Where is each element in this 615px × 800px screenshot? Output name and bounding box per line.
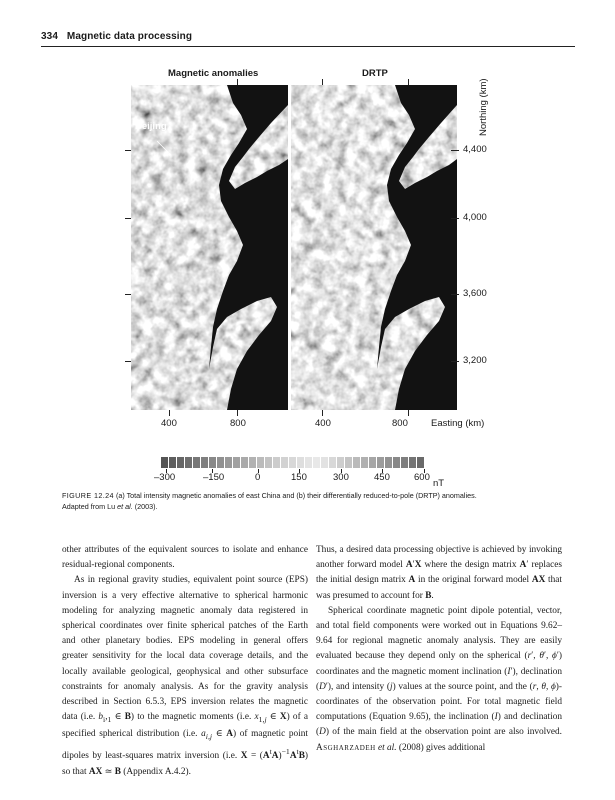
colorbar-tick-label: –300 bbox=[154, 472, 176, 483]
colorbar-cell bbox=[233, 457, 241, 468]
figure-caption bbox=[62, 490, 562, 512]
beijing-label: Beijing bbox=[135, 121, 167, 132]
colorbar-cell bbox=[385, 457, 393, 468]
colorbar-cell bbox=[217, 457, 225, 468]
colorbar-tick-label: –150 bbox=[203, 472, 225, 483]
colorbar-tick-label: 300 bbox=[333, 472, 349, 483]
colorbar-cell bbox=[321, 457, 329, 468]
colorbar-cell bbox=[257, 457, 265, 468]
colorbar-cell bbox=[161, 457, 169, 468]
colorbar-cell bbox=[265, 457, 273, 468]
easting-tick bbox=[237, 410, 238, 416]
colorbar-cell bbox=[177, 457, 185, 468]
left-map-title: Magnetic anomalies bbox=[168, 68, 259, 79]
caption-source-etal: et al. bbox=[117, 502, 133, 511]
caption-source-post: (2003). bbox=[132, 502, 158, 511]
running-title: Magnetic data processing bbox=[66, 31, 193, 42]
colorbar-cell bbox=[249, 457, 257, 468]
easting-tick-label: 400 bbox=[315, 418, 331, 429]
colorbar-tick-label: 450 bbox=[374, 472, 390, 483]
northing-tick-label: 4,000 bbox=[463, 212, 487, 223]
colorbar-cell bbox=[297, 457, 305, 468]
colorbar-cell bbox=[377, 457, 385, 468]
easting-tick bbox=[408, 410, 409, 416]
colorbar-cell bbox=[193, 457, 201, 468]
paragraph: Thus, a desired data processing objective is achieved by invoking another forward model A′X where the design matrix A′ replaces the initial design matrix A in the original forward model AX that was presumed to account for B. bbox=[316, 545, 562, 601]
paragraph: other attributes of the equivalent sources to isolate and enhance residual-regional components. bbox=[62, 545, 308, 571]
northing-tick-label: 3,200 bbox=[463, 355, 487, 366]
easting-tick-label: 800 bbox=[392, 418, 408, 429]
magnetic-anomaly-map bbox=[131, 85, 288, 410]
northing-tick bbox=[451, 294, 459, 295]
colorbar-cell bbox=[281, 457, 289, 468]
colorbar-cell bbox=[305, 457, 313, 468]
northing-tick-label: 3,600 bbox=[463, 288, 487, 299]
body-column-right bbox=[316, 543, 562, 756]
frame-tick bbox=[125, 218, 131, 219]
frame-tick bbox=[125, 294, 131, 295]
colorbar-cell bbox=[273, 457, 281, 468]
colorbar-cell bbox=[401, 457, 409, 468]
easting-tick bbox=[322, 410, 323, 416]
northing-axis-title: Northing (km) bbox=[478, 78, 489, 136]
caption-source-pre: Adapted from Lu bbox=[62, 502, 118, 511]
colorbar-tick-label: 600 bbox=[414, 472, 430, 483]
colorbar-cell bbox=[169, 457, 177, 468]
easting-tick bbox=[169, 410, 170, 416]
colorbar-cell bbox=[409, 457, 417, 468]
colorbar-cell bbox=[353, 457, 361, 468]
northing-tick bbox=[451, 218, 459, 219]
colorbar-cell bbox=[313, 457, 321, 468]
colorbar-cell bbox=[329, 457, 337, 468]
northing-tick bbox=[451, 361, 459, 362]
caption-text: (a) Total intensity magnetic anomalies of east China and (b) their differentially reduced-to-pole (DRTP) anomalies. bbox=[115, 491, 477, 500]
colorbar-cell bbox=[417, 457, 425, 468]
colorbar-cell bbox=[289, 457, 297, 468]
northing-tick-label: 4,400 bbox=[463, 144, 487, 155]
frame-tick bbox=[125, 361, 131, 362]
paragraph: As in regional gravity studies, equivalent point source (EPS) inversion is a very effective alternative to spherical harmonic modeling for analyzing magnetic anomaly data registered in spherical coordinates over finite spherical patches of the Earth and other planetary bodies. EPS modeling in general offers greater sensitivity for the local data coverage details, and the locally available geological, geophysical and other subsurface constraints for anomaly analysis. As for the gravity analysis described in Section 6.5.3, EPS inversion relates the magnetic data (i.e. $b_i,_1$ ∈ B) to the magnetic moments (i.e. $x_{1,j}$ ∈ X) of a specified spherical distribution (i.e. $a_{i,j}$ ∈ A) of magnetic point dipoles by least-squares matrix inversion (i.e. $X = (A^tA)^{-1}A^tB$) so that AX ≃ B (Appendix A.4.2). bbox=[62, 575, 309, 777]
colorbar-tick-label: 150 bbox=[291, 472, 307, 483]
colorbar-cell bbox=[241, 457, 249, 468]
body-column-left bbox=[62, 543, 308, 780]
colorbar-cell bbox=[209, 457, 217, 468]
colorbar-cell bbox=[361, 457, 369, 468]
colorbar-cell bbox=[369, 457, 377, 468]
colorbar-cell bbox=[393, 457, 401, 468]
frame-tick bbox=[125, 150, 131, 151]
drtp-anomaly-map bbox=[291, 85, 457, 410]
colorbar-cell bbox=[201, 457, 209, 468]
right-map-title: DRTP bbox=[362, 68, 388, 79]
easting-tick-label: 800 bbox=[230, 418, 246, 429]
colorbar-tick-label: 0 bbox=[255, 472, 261, 483]
colorbar-cell bbox=[337, 457, 345, 468]
colorbar-cell bbox=[345, 457, 353, 468]
colorbar-unit: nT bbox=[433, 478, 445, 489]
paragraph: Spherical coordinate magnetic point dipole potential, vector, and total field components were worked out in Equations 9.62–9.64 for regional magnetic anomaly analysis. They are easily evaluated because they depend only on the spherical (r′, θ′, ϕ′) coordinates and the magnetic moment inclination (I′), declination (D′), and intensity (j) values at the source point, and the (r, θ, ϕ)-coordinates of the observation point. For total magnetic field computations (Equation 9.65), the inclination (I) and declination (D) of the main field at the observation point are also involved. Asgharzadeh et al. (2008) gives additional bbox=[316, 605, 563, 753]
page-number: 334 bbox=[41, 31, 58, 42]
easting-axis-title: Easting (km) bbox=[431, 418, 485, 429]
colorbar-cell bbox=[225, 457, 233, 468]
caption-label: FIGURE 12.24 bbox=[62, 491, 114, 500]
colorbar bbox=[161, 457, 425, 468]
easting-tick-label: 400 bbox=[161, 418, 177, 429]
northing-tick bbox=[451, 150, 459, 151]
colorbar-cell bbox=[185, 457, 193, 468]
